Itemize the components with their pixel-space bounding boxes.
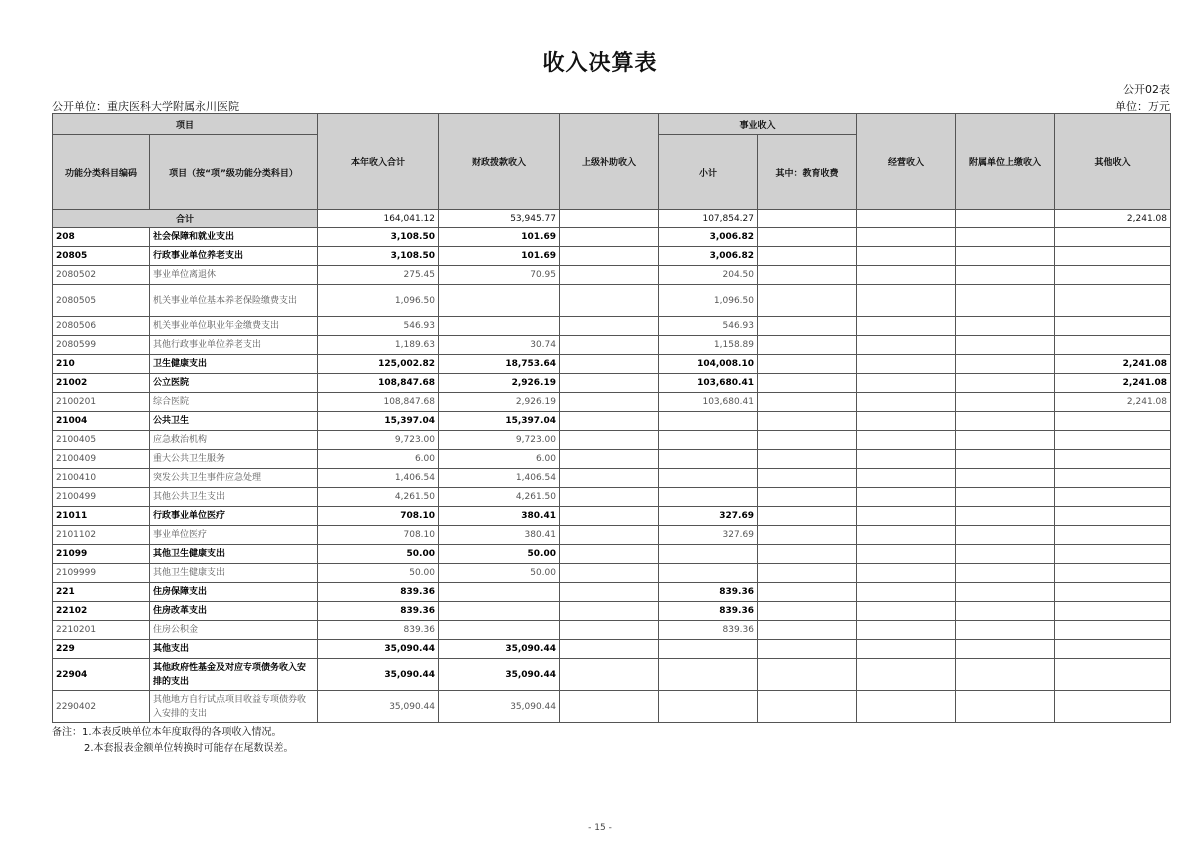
row-fiscal: 4,261.50: [439, 488, 560, 507]
row-total: 35,090.44: [318, 691, 439, 723]
row-superior: [560, 336, 659, 355]
row-name: 其他支出: [150, 640, 318, 659]
table-row: [53, 659, 1171, 691]
row-other: 2,241.08: [1055, 393, 1171, 412]
row-code: 2109999: [53, 564, 150, 583]
row-name: 其他公共卫生支出: [150, 488, 318, 507]
row-total: 50.00: [318, 564, 439, 583]
table-row: [53, 691, 1171, 723]
row-fiscal: [439, 317, 560, 336]
row-operating: [857, 583, 956, 602]
total-subtotal: 107,854.27: [659, 210, 758, 228]
row-superior: [560, 691, 659, 723]
row-superior: [560, 228, 659, 247]
row-education: [758, 431, 857, 450]
row-name: 社会保障和就业支出: [150, 228, 318, 247]
row-other: [1055, 545, 1171, 564]
row-total: 4,261.50: [318, 488, 439, 507]
page-number: - 15 -: [588, 823, 612, 833]
row-other: 2,241.08: [1055, 355, 1171, 374]
note-1: 备注：1.本表反映单位本年度取得的各项收入情况。: [52, 727, 282, 738]
row-code: 2080506: [53, 317, 150, 336]
row-name: 其他卫生健康支出: [150, 564, 318, 583]
row-operating: [857, 507, 956, 526]
row-total: 35,090.44: [318, 640, 439, 659]
row-affiliate: [956, 583, 1055, 602]
row-name: 机关事业单位基本养老保险缴费支出: [150, 285, 318, 317]
row-superior: [560, 602, 659, 621]
table-row: [53, 336, 1171, 355]
row-fiscal: 50.00: [439, 564, 560, 583]
row-operating: [857, 228, 956, 247]
row-fiscal: [439, 602, 560, 621]
total-superior: [560, 210, 659, 228]
row-fiscal: 9,723.00: [439, 431, 560, 450]
row-other: [1055, 285, 1171, 317]
row-affiliate: [956, 488, 1055, 507]
row-superior: [560, 507, 659, 526]
row-superior: [560, 659, 659, 691]
row-total: 1,406.54: [318, 469, 439, 488]
page-title: 收入决算表: [542, 50, 658, 76]
row-affiliate: [956, 355, 1055, 374]
header-other: 其他收入: [1055, 114, 1171, 210]
row-other: [1055, 602, 1171, 621]
row-education: [758, 336, 857, 355]
row-other: [1055, 431, 1171, 450]
row-education: [758, 659, 857, 691]
row-code: 2080505: [53, 285, 150, 317]
table-row: [53, 545, 1171, 564]
row-subtotal: 327.69: [659, 526, 758, 545]
row-operating: [857, 355, 956, 374]
row-education: [758, 640, 857, 659]
header-fiscal: 财政拨款收入: [439, 114, 560, 210]
row-code: 229: [53, 640, 150, 659]
row-subtotal: 103,680.41: [659, 374, 758, 393]
row-total: 546.93: [318, 317, 439, 336]
row-operating: [857, 564, 956, 583]
row-operating: [857, 602, 956, 621]
row-subtotal: [659, 450, 758, 469]
table-row: [53, 374, 1171, 393]
row-name: 其他行政事业单位养老支出: [150, 336, 318, 355]
row-total: 35,090.44: [318, 659, 439, 691]
row-name: 住房改革支出: [150, 602, 318, 621]
row-code: 2100410: [53, 469, 150, 488]
row-subtotal: [659, 469, 758, 488]
row-name: 突发公共卫生事件应急处理: [150, 469, 318, 488]
row-name: 住房保障支出: [150, 583, 318, 602]
row-total: 6.00: [318, 450, 439, 469]
row-name: 重大公共卫生服务: [150, 450, 318, 469]
row-operating: [857, 450, 956, 469]
row-name: 事业单位离退休: [150, 266, 318, 285]
row-education: [758, 564, 857, 583]
header-total: 本年收入合计: [318, 114, 439, 210]
header-subtotal: 小计: [659, 135, 758, 210]
row-superior: [560, 526, 659, 545]
row-other: [1055, 659, 1171, 691]
table-row: [53, 393, 1171, 412]
row-name: 住房公积金: [150, 621, 318, 640]
row-subtotal: [659, 659, 758, 691]
row-code: 21002: [53, 374, 150, 393]
row-name: 公立医院: [150, 374, 318, 393]
table-row: [53, 228, 1171, 247]
row-education: [758, 488, 857, 507]
row-superior: [560, 640, 659, 659]
table-row: [53, 564, 1171, 583]
row-education: [758, 602, 857, 621]
row-other: [1055, 469, 1171, 488]
table-row: [53, 266, 1171, 285]
row-superior: [560, 450, 659, 469]
row-name: 卫生健康支出: [150, 355, 318, 374]
row-name: 其他政府性基金及对应专项债务收入安排的支出: [150, 659, 318, 691]
row-name: 事业单位医疗: [150, 526, 318, 545]
row-name: 应急救治机构: [150, 431, 318, 450]
row-other: 2,241.08: [1055, 374, 1171, 393]
row-code: 208: [53, 228, 150, 247]
header-business: 事业收入: [659, 114, 857, 135]
row-other: [1055, 621, 1171, 640]
row-name: 行政事业单位医疗: [150, 507, 318, 526]
table-row: [53, 526, 1171, 545]
row-subtotal: [659, 564, 758, 583]
row-superior: [560, 266, 659, 285]
row-affiliate: [956, 336, 1055, 355]
row-name: 行政事业单位养老支出: [150, 247, 318, 266]
row-other: [1055, 488, 1171, 507]
total-other: 2,241.08: [1055, 210, 1171, 228]
row-education: [758, 583, 857, 602]
income-table: [52, 113, 1171, 723]
row-education: [758, 266, 857, 285]
row-subtotal: [659, 640, 758, 659]
row-other: [1055, 526, 1171, 545]
row-education: [758, 317, 857, 336]
row-operating: [857, 317, 956, 336]
row-affiliate: [956, 564, 1055, 583]
row-superior: [560, 545, 659, 564]
row-affiliate: [956, 659, 1055, 691]
row-superior: [560, 488, 659, 507]
row-fiscal: 101.69: [439, 247, 560, 266]
table-row: [53, 431, 1171, 450]
row-operating: [857, 285, 956, 317]
row-fiscal: [439, 583, 560, 602]
row-operating: [857, 488, 956, 507]
row-affiliate: [956, 640, 1055, 659]
total-label: 合计: [53, 210, 318, 228]
row-total: 839.36: [318, 583, 439, 602]
table-row: [53, 412, 1171, 431]
reporting-unit: 公开单位：重庆医科大学附属永川医院: [52, 100, 239, 113]
total-row: [53, 210, 1171, 228]
row-subtotal: 3,006.82: [659, 228, 758, 247]
row-code: 2101102: [53, 526, 150, 545]
row-fiscal: 70.95: [439, 266, 560, 285]
row-other: [1055, 336, 1171, 355]
note-2: 2.本套报表金额单位转换时可能存在尾数误差。: [84, 743, 294, 754]
row-name: 其他卫生健康支出: [150, 545, 318, 564]
row-subtotal: 204.50: [659, 266, 758, 285]
row-other: [1055, 247, 1171, 266]
row-code: 2100499: [53, 488, 150, 507]
row-operating: [857, 266, 956, 285]
row-other: [1055, 564, 1171, 583]
row-subtotal: 839.36: [659, 602, 758, 621]
row-total: 9,723.00: [318, 431, 439, 450]
row-operating: [857, 247, 956, 266]
row-fiscal: 2,926.19: [439, 374, 560, 393]
table-row: [53, 247, 1171, 266]
row-fiscal: [439, 285, 560, 317]
table-row: [53, 355, 1171, 374]
row-education: [758, 247, 857, 266]
row-affiliate: [956, 691, 1055, 723]
row-affiliate: [956, 393, 1055, 412]
row-code: 20805: [53, 247, 150, 266]
row-education: [758, 450, 857, 469]
row-total: 708.10: [318, 526, 439, 545]
unit-measure: 单位：万元: [1115, 100, 1170, 113]
row-superior: [560, 412, 659, 431]
row-affiliate: [956, 507, 1055, 526]
row-subtotal: [659, 431, 758, 450]
row-operating: [857, 393, 956, 412]
row-code: 2100405: [53, 431, 150, 450]
table-row: [53, 602, 1171, 621]
row-superior: [560, 317, 659, 336]
total-affiliate: [956, 210, 1055, 228]
row-total: 108,847.68: [318, 374, 439, 393]
row-fiscal: 30.74: [439, 336, 560, 355]
table-row: [53, 285, 1171, 317]
row-fiscal: 2,926.19: [439, 393, 560, 412]
table-row: [53, 621, 1171, 640]
row-superior: [560, 247, 659, 266]
row-name: 综合医院: [150, 393, 318, 412]
row-total: 50.00: [318, 545, 439, 564]
row-subtotal: 327.69: [659, 507, 758, 526]
row-operating: [857, 545, 956, 564]
row-education: [758, 621, 857, 640]
row-fiscal: 18,753.64: [439, 355, 560, 374]
row-subtotal: [659, 412, 758, 431]
row-other: [1055, 412, 1171, 431]
row-education: [758, 355, 857, 374]
header-affiliate: 附属单位上缴收入: [956, 114, 1055, 210]
row-name: 公共卫生: [150, 412, 318, 431]
row-total: 708.10: [318, 507, 439, 526]
row-total: 1,096.50: [318, 285, 439, 317]
row-affiliate: [956, 545, 1055, 564]
row-other: [1055, 640, 1171, 659]
row-affiliate: [956, 247, 1055, 266]
row-total: 125,002.82: [318, 355, 439, 374]
row-education: [758, 545, 857, 564]
row-total: 839.36: [318, 602, 439, 621]
row-total: 15,397.04: [318, 412, 439, 431]
row-subtotal: 546.93: [659, 317, 758, 336]
table-row: [53, 450, 1171, 469]
total-amount: 164,041.12: [318, 210, 439, 228]
row-operating: [857, 431, 956, 450]
row-operating: [857, 659, 956, 691]
row-other: [1055, 266, 1171, 285]
total-fiscal: 53,945.77: [439, 210, 560, 228]
row-code: 2210201: [53, 621, 150, 640]
row-subtotal: 839.36: [659, 621, 758, 640]
row-name: 机关事业单位职业年金缴费支出: [150, 317, 318, 336]
header-superior: 上级补助收入: [560, 114, 659, 210]
row-other: [1055, 691, 1171, 723]
row-operating: [857, 374, 956, 393]
row-affiliate: [956, 431, 1055, 450]
row-total: 3,108.50: [318, 228, 439, 247]
row-code: 21011: [53, 507, 150, 526]
header-name: 项目（按“项”级功能分类科目）: [150, 135, 318, 210]
row-code: 2080502: [53, 266, 150, 285]
row-code: 21004: [53, 412, 150, 431]
header-code: 功能分类科目编码: [53, 135, 150, 210]
table-row: [53, 469, 1171, 488]
row-education: [758, 507, 857, 526]
form-id: 公开02表: [1123, 83, 1170, 96]
row-other: [1055, 317, 1171, 336]
row-other: [1055, 507, 1171, 526]
row-affiliate: [956, 526, 1055, 545]
row-fiscal: 101.69: [439, 228, 560, 247]
row-education: [758, 393, 857, 412]
row-fiscal: 35,090.44: [439, 659, 560, 691]
row-subtotal: 839.36: [659, 583, 758, 602]
table-row: [53, 583, 1171, 602]
row-subtotal: [659, 691, 758, 723]
row-fiscal: 380.41: [439, 507, 560, 526]
row-fiscal: 35,090.44: [439, 640, 560, 659]
row-affiliate: [956, 228, 1055, 247]
row-operating: [857, 469, 956, 488]
row-other: [1055, 583, 1171, 602]
row-fiscal: [439, 621, 560, 640]
table-row: [53, 488, 1171, 507]
row-affiliate: [956, 469, 1055, 488]
row-fiscal: 50.00: [439, 545, 560, 564]
table-row: [53, 640, 1171, 659]
row-code: 2100409: [53, 450, 150, 469]
row-superior: [560, 621, 659, 640]
row-code: 210: [53, 355, 150, 374]
row-code: 2100201: [53, 393, 150, 412]
row-affiliate: [956, 317, 1055, 336]
table-row: [53, 317, 1171, 336]
row-total: 275.45: [318, 266, 439, 285]
row-code: 21099: [53, 545, 150, 564]
row-operating: [857, 412, 956, 431]
row-code: 22904: [53, 659, 150, 691]
row-subtotal: 104,008.10: [659, 355, 758, 374]
row-code: 22102: [53, 602, 150, 621]
row-subtotal: 103,680.41: [659, 393, 758, 412]
row-education: [758, 412, 857, 431]
row-subtotal: 1,096.50: [659, 285, 758, 317]
row-operating: [857, 621, 956, 640]
row-superior: [560, 374, 659, 393]
row-superior: [560, 431, 659, 450]
row-affiliate: [956, 602, 1055, 621]
row-superior: [560, 355, 659, 374]
row-total: 3,108.50: [318, 247, 439, 266]
row-total: 839.36: [318, 621, 439, 640]
row-total: 108,847.68: [318, 393, 439, 412]
row-fiscal: 1,406.54: [439, 469, 560, 488]
row-subtotal: 1,158.89: [659, 336, 758, 355]
row-code: 2290402: [53, 691, 150, 723]
row-superior: [560, 564, 659, 583]
header-operating: 经营收入: [857, 114, 956, 210]
row-superior: [560, 393, 659, 412]
row-operating: [857, 640, 956, 659]
row-education: [758, 526, 857, 545]
row-subtotal: [659, 545, 758, 564]
row-code: 2080599: [53, 336, 150, 355]
row-subtotal: 3,006.82: [659, 247, 758, 266]
row-operating: [857, 691, 956, 723]
row-affiliate: [956, 285, 1055, 317]
row-affiliate: [956, 621, 1055, 640]
row-fiscal: 380.41: [439, 526, 560, 545]
row-affiliate: [956, 450, 1055, 469]
row-code: 221: [53, 583, 150, 602]
row-fiscal: 6.00: [439, 450, 560, 469]
row-education: [758, 691, 857, 723]
row-education: [758, 374, 857, 393]
row-affiliate: [956, 374, 1055, 393]
row-other: [1055, 450, 1171, 469]
row-total: 1,189.63: [318, 336, 439, 355]
row-education: [758, 285, 857, 317]
row-superior: [560, 285, 659, 317]
row-education: [758, 469, 857, 488]
table-row: [53, 507, 1171, 526]
row-affiliate: [956, 266, 1055, 285]
row-name: 其他地方自行试点项目收益专项债券收入安排的支出: [150, 691, 318, 723]
row-subtotal: [659, 488, 758, 507]
row-operating: [857, 336, 956, 355]
header-row-1: [53, 114, 1171, 135]
header-education: 其中：教育收费: [758, 135, 857, 210]
row-affiliate: [956, 412, 1055, 431]
total-education: [758, 210, 857, 228]
row-fiscal: 15,397.04: [439, 412, 560, 431]
header-item: 项目: [53, 114, 318, 135]
row-education: [758, 228, 857, 247]
total-operating: [857, 210, 956, 228]
row-superior: [560, 583, 659, 602]
row-superior: [560, 469, 659, 488]
row-other: [1055, 228, 1171, 247]
row-operating: [857, 526, 956, 545]
row-fiscal: 35,090.44: [439, 691, 560, 723]
